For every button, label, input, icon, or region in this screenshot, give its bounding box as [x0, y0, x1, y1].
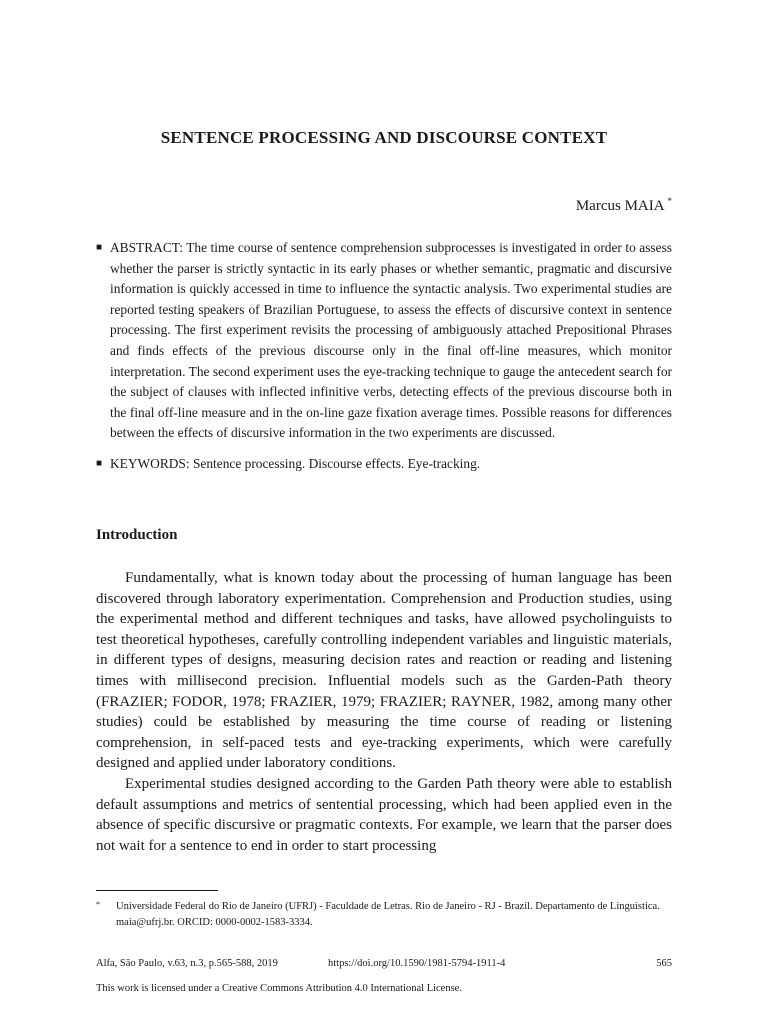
author-line [576, 198, 672, 215]
journal-citation: Alfa, São Paulo, v.63, n.3, p.565-588, 2019 [96, 958, 278, 969]
section-heading: Introduction [96, 527, 178, 543]
abstract [96, 238, 672, 444]
square-bullet-icon: ■ [96, 457, 103, 469]
square-bullet-icon: ■ [96, 242, 103, 253]
abstract-block [96, 238, 672, 475]
footnote-mark: * [96, 900, 100, 909]
footnote [96, 899, 672, 930]
body-text [96, 568, 672, 856]
abstract-text: ABSTRACT: The time course of sentence comprehension subprocesses is investigated in order to assess whether the parser is strictly syntactic in its early phases or whether semantic, pragmatic and discursive information is quickly accessed in time to influence the syntactic analysis. Two experimental studies are reported testing speakers of Brazilian Portuguese, to assess the effects of discursive context in sentence processing. The first experiment revisits the processing of ambiguously attached Prepositional Phrases and finds effects of the previous discourse only in the final off-line measures, which monitor interpretation. The second experiment uses the eye-tracking technique to gauge the antecedent search for the subject of clauses with inflected infinitive verbs, detecting effects of the previous discourse both in the final off-line measure and in the on-line gaze fixation average times. Possible reasons for differences between the effects of discursive information in the two experiments are discussed. [110, 240, 672, 441]
license-notice[interactable]: This work is licensed under a Creative Commons Attribution 4.0 International License. [96, 983, 462, 994]
author-name: Marcus MAIA [575, 198, 664, 214]
doi-link[interactable]: https://doi.org/10.1590/1981-5794-1911-4 [328, 958, 506, 969]
article-title: SENTENCE PROCESSING AND DISCOURSE CONTEXT [160, 128, 608, 147]
footnote-text: Universidade Federal do Rio de Janeiro (UFRJ) - Faculdade de Letras. Rio de Janeiro - RJ - Brazil. Departamento de Linguística. maia@ufrj.br. ORCID: 0000-0002-1583-3334. [116, 901, 660, 928]
footnote-divider [96, 890, 218, 891]
paragraph: Experimental studies designed according to the Garden Path theory were able to establish default assumptions and metrics of sentential processing, which had been applied even in the absence of specific discursive or pragmatic contexts. For example, we learn that the parser does not wait for a sentence to end in order to start processing [96, 775, 672, 854]
keywords-text: KEYWORDS: Sentence processing. Discourse effects. Eye-tracking. [110, 455, 481, 471]
keywords [96, 454, 672, 475]
author-footnote-mark[interactable]: * [667, 196, 672, 206]
paragraph: Fundamentally, what is known today about the processing of human language has been discovered through laboratory experimentation. Comprehension and Production studies, using the experimental method and different techniques and tasks, have allowed psycholinguists to test theoretical hypotheses, carefully controlling independent variables and linguistic materials, in different types of designs, measuring decision rates and reaction or reading and listening times with millisecond precision. Influential models such as the Garden-Path theory (FRAZIER; FODOR, 1978; FRAZIER, 1979; FRAZIER; RAYNER, 1982, among many other studies) could be established by measuring the time course of reading or listening comprehension, in self-paced tests and eye-tracking experiments, which were carefully designed and applied under laboratory conditions. [96, 570, 672, 772]
page-number: 565 [656, 958, 672, 969]
